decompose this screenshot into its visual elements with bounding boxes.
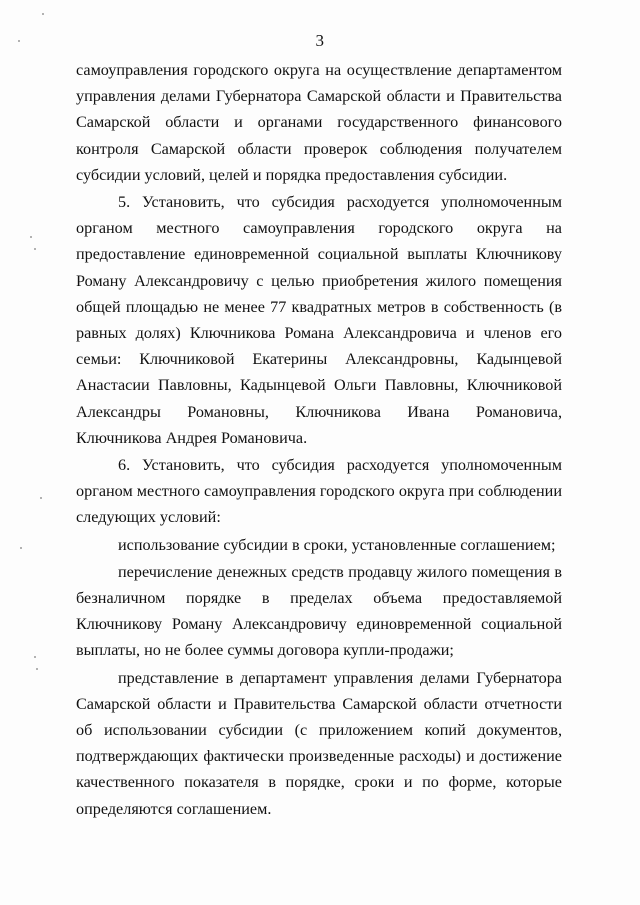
scan-artifact (30, 236, 32, 238)
paragraph-item-5: 5. Установить, что субсидия расходуется уполномоченным органом местного самоуправления городского округа на предоставление единовременной социальной выплаты Ключникову Роману Александровичу с целью приобретения жилого помещения общей площадью не менее 77 квадратных метров в собственность (в равных долях) Ключникова Романа Александровича и членов его семьи: Ключниковой Екатерины Александровны, Кадынцевой Анастасии Павловны, Кадынцевой Ольги Павловны, Ключниковой Александры Романовны, Ключникова Ивана Романовича, Ключникова Андрея Романовича. (76, 193, 562, 447)
scan-artifact (42, 13, 44, 15)
paragraph-item-6: 6. Установить, что субсидия расходуется уполномоченным органом местного самоуправления городского округа при соблюдении следующих условий: (76, 456, 562, 527)
scan-artifact (34, 248, 36, 250)
paragraph-condition-reporting: представление в департамент управления делами Губернатора Самарской области и Правительства Самарской области отчетности об использовании субсидии (с приложением копий документов, подтверждающих фактически произведенные расходы) и достижение качественного показателя в порядке, сроки и по форме, которые определяются соглашением. (76, 668, 562, 818)
paragraph-continuation: самоуправления городского округа на осуществление департаментом управления делами Губернатора Самарской области и Правительства Самарской области и органами государственного финансового контроля Самарской области проверок соблюдения получателем субсидии условий, целей и порядка предоставления субсидии. (76, 61, 562, 184)
scan-artifact (36, 668, 38, 670)
scan-artifact (40, 497, 42, 499)
page-number: 3 (315, 31, 325, 50)
paragraph-condition-usage-terms: использование субсидии в сроки, установленные соглашением; (118, 535, 556, 554)
scan-artifact (34, 656, 36, 658)
document-body (76, 57, 562, 822)
paragraph-condition-payment: перечисление денежных средств продавцу жилого помещения в безналичном порядке в пределах объема предоставляемой Ключникову Роману Александровичу единовременной социальной выплаты, но не более суммы договора купли-продажи; (76, 562, 562, 660)
scan-artifact (20, 547, 22, 549)
